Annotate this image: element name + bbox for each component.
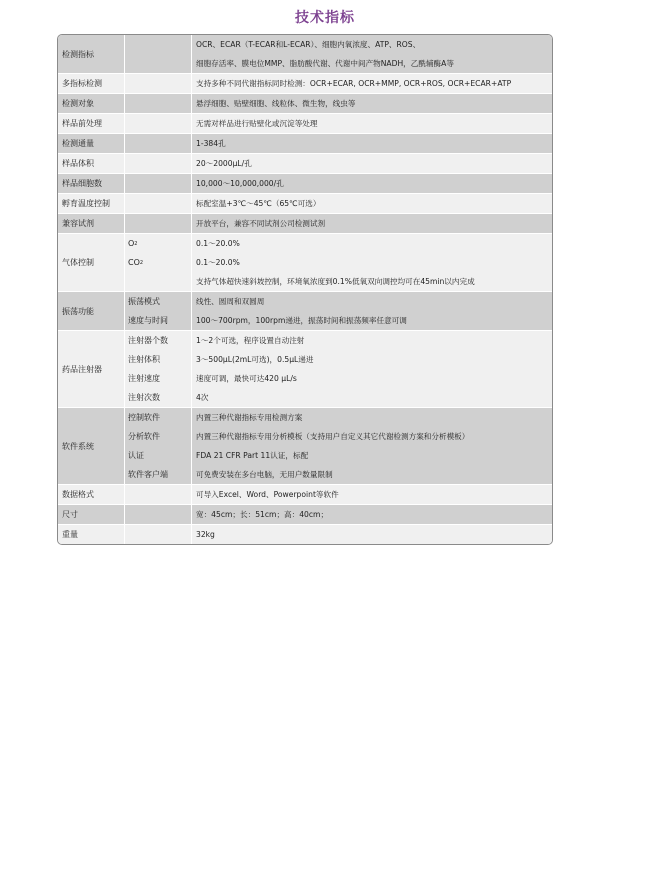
spec-value: OCR、ECAR（T-ECAR和L-ECAR）、细胞内氧浓度、ATP、ROS、 xyxy=(196,40,421,49)
spec-table xyxy=(57,34,553,545)
spec-value: 20～2000μL/孔 xyxy=(196,159,252,168)
spec-row xyxy=(58,173,552,193)
spec-sublabel xyxy=(125,74,192,93)
spec-row xyxy=(58,73,552,93)
spec-label: 尺寸 xyxy=(58,505,125,524)
spec-row xyxy=(58,504,552,524)
spec-value: 内置三种代谢指标专用检测方案 xyxy=(196,413,303,422)
spec-sublabel xyxy=(125,194,192,213)
spec-label: 药品注射器 xyxy=(58,331,125,407)
spec-sublabel xyxy=(125,134,192,153)
spec-sublabel: 注射器个数 xyxy=(125,331,192,350)
spec-sublabel: 注射次数 xyxy=(125,388,192,407)
spec-value: 可导入Excel、Word、Powerpoint等软件 xyxy=(196,490,339,499)
spec-sublabel: 认证 xyxy=(125,446,192,465)
spec-row xyxy=(58,524,552,544)
spec-value: 3～500μL(2mL可选)，0.5μL递进 xyxy=(196,355,314,364)
spec-label: 数据格式 xyxy=(58,485,125,504)
spec-value: 4次 xyxy=(196,393,209,402)
spec-row xyxy=(58,291,552,330)
spec-value: 1-384孔 xyxy=(196,139,226,148)
spec-row xyxy=(58,484,552,504)
spec-label: 检测对象 xyxy=(58,94,125,113)
spec-value: 细胞存活率、膜电位MMP、脂肪酸代谢、代谢中间产物NADH，乙酰辅酶A等 xyxy=(196,59,454,68)
spec-label: 软件系统 xyxy=(58,408,125,484)
spec-sublabel xyxy=(125,54,192,73)
spec-value: 1～2个可选，程序设置自动注射 xyxy=(196,336,305,345)
spec-label: 重量 xyxy=(58,525,125,544)
spec-label: 孵育温度控制 xyxy=(58,194,125,213)
spec-row xyxy=(58,213,552,233)
spec-sublabel: 注射速度 xyxy=(125,369,192,388)
spec-label: 气体控制 xyxy=(58,234,125,291)
spec-label: 兼容试剂 xyxy=(58,214,125,233)
spec-row xyxy=(58,193,552,213)
spec-value: 100～700rpm，100rpm递进，振荡时间和振荡频率任意可调 xyxy=(196,316,407,325)
spec-label: 检测指标 xyxy=(58,35,125,73)
spec-label: 检测通量 xyxy=(58,134,125,153)
spec-value: 支持多种不同代谢指标同时检测：OCR+ECAR, OCR+MMP, OCR+ROS, OCR+ECAR+ATP xyxy=(196,79,512,88)
spec-sublabel: O 2 xyxy=(125,234,192,253)
spec-sublabel: 控制软件 xyxy=(125,408,192,427)
spec-value: 32kg xyxy=(196,530,215,539)
spec-value: 线性、圆周和双圆周 xyxy=(196,297,265,306)
spec-row xyxy=(58,233,552,291)
spec-sublabel: 速度与时间 xyxy=(125,311,192,330)
page-title: 技术指标 xyxy=(295,10,355,26)
spec-sublabel: 振荡模式 xyxy=(125,292,192,311)
spec-row xyxy=(58,113,552,133)
spec-row xyxy=(58,133,552,153)
spec-sublabel xyxy=(125,272,192,291)
spec-label: 多指标检测 xyxy=(58,74,125,93)
spec-sublabel: 注射体积 xyxy=(125,350,192,369)
spec-sublabel xyxy=(125,485,192,504)
spec-value: 0.1～20.0% xyxy=(196,239,240,248)
spec-value: 可免费安装在多台电脑，无用户数量限制 xyxy=(196,470,333,479)
spec-sublabel xyxy=(125,505,192,524)
spec-value: 无需对样品进行贴壁化或沉淀等处理 xyxy=(196,119,318,128)
spec-value: 速度可调，最快可达420 μL/s xyxy=(196,374,297,383)
spec-value: 开放平台，兼容不同试剂公司检测试剂 xyxy=(196,219,326,228)
spec-value: 内置三种代谢指标专用分析模板（支持用户自定义其它代谢检测方案和分析模板） xyxy=(196,432,470,441)
spec-sublabel xyxy=(125,114,192,133)
spec-sublabel: 分析软件 xyxy=(125,427,192,446)
spec-label: 样品细胞数 xyxy=(58,174,125,193)
spec-value: 0.1～20.0% xyxy=(196,258,240,267)
spec-sublabel xyxy=(125,154,192,173)
spec-sublabel xyxy=(125,35,192,54)
spec-label: 振荡功能 xyxy=(58,292,125,330)
spec-sublabel: 软件客户端 xyxy=(125,465,192,484)
spec-label: 样品体积 xyxy=(58,154,125,173)
spec-value: 悬浮细胞、贴壁细胞、线粒体、微生物，线虫等 xyxy=(196,99,356,108)
spec-sublabel xyxy=(125,94,192,113)
spec-row xyxy=(58,93,552,113)
spec-value: 10,000～10,000,000/孔 xyxy=(196,179,284,188)
spec-sublabel xyxy=(125,174,192,193)
spec-sublabel xyxy=(125,214,192,233)
spec-row xyxy=(58,35,552,73)
spec-value: 标配室温+3℃～45℃（65℃可选） xyxy=(196,199,321,208)
spec-value: 宽：45cm；长：51cm；高：40cm； xyxy=(196,510,329,519)
spec-row xyxy=(58,407,552,484)
spec-value: FDA 21 CFR Part 11认证，标配 xyxy=(196,451,309,460)
spec-sublabel: CO 2 xyxy=(125,253,192,272)
spec-row xyxy=(58,153,552,173)
spec-row xyxy=(58,330,552,407)
spec-value: 支持气体超快速斜坡控制，环境氧浓度到0.1%低氧双向调控均可在45min以内完成 xyxy=(196,277,475,286)
spec-sublabel xyxy=(125,525,192,544)
spec-label: 样品前处理 xyxy=(58,114,125,133)
